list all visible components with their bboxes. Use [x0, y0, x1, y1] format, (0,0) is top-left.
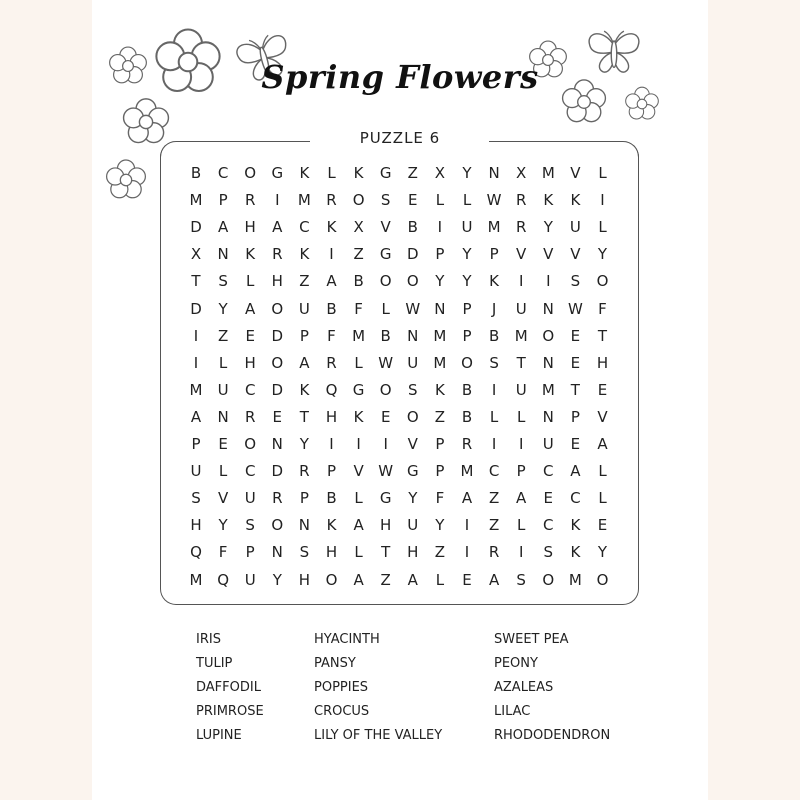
grid-letter[interactable]: O — [406, 272, 419, 291]
grid-letter[interactable]: X — [190, 245, 202, 264]
grid-letter[interactable]: L — [435, 570, 445, 589]
grid-letter[interactable]: R — [326, 191, 337, 210]
grid-letter[interactable]: M — [487, 218, 501, 237]
grid-letter[interactable]: C — [543, 462, 554, 481]
grid-letter[interactable]: U — [298, 299, 310, 318]
grid-letter[interactable]: K — [299, 164, 310, 182]
grid-letter[interactable]: Z — [488, 489, 500, 508]
grid-letter[interactable]: I — [464, 543, 470, 562]
grid-letter[interactable]: P — [570, 407, 580, 426]
grid-letter[interactable]: O — [244, 435, 257, 453]
grid-letter[interactable]: E — [245, 326, 255, 345]
grid-letter[interactable]: V — [570, 164, 581, 182]
grid-letter[interactable]: D — [271, 326, 284, 345]
grid-letter[interactable]: H — [190, 516, 202, 535]
grid-letter[interactable]: Y — [299, 435, 309, 453]
grid-letter[interactable]: O — [379, 380, 392, 399]
grid-letter[interactable]: A — [407, 570, 418, 589]
grid-letter[interactable]: Y — [462, 245, 472, 264]
grid-letter[interactable]: R — [515, 191, 527, 210]
word-item: SWEET PEA — [494, 632, 569, 647]
word-item: IRIS — [196, 632, 221, 647]
grid-letter[interactable]: N — [298, 516, 310, 535]
grid-letter[interactable]: S — [408, 380, 418, 399]
grid-letter[interactable]: T — [381, 543, 391, 562]
grid-letter[interactable]: T — [516, 353, 526, 372]
grid-letter[interactable]: N — [407, 326, 419, 345]
grid-letter[interactable]: X — [434, 164, 446, 182]
word-item: PEONY — [494, 656, 538, 671]
grid-letter[interactable]: X — [516, 164, 527, 182]
puzzle-number: PUZZLE 6 — [359, 129, 441, 147]
grid-letter[interactable]: O — [244, 164, 257, 182]
grid-letter[interactable]: T — [191, 272, 201, 291]
grid-letter[interactable]: P — [435, 245, 445, 264]
grid-letter[interactable]: Z — [217, 326, 229, 345]
word-item: PRIMROSE — [196, 704, 264, 719]
grid-letter[interactable]: O — [542, 570, 555, 589]
grid-letter[interactable]: I — [356, 435, 361, 453]
grid-letter[interactable]: Y — [408, 489, 418, 508]
grid-letter[interactable]: V — [597, 407, 608, 426]
grid-letter[interactable]: M — [568, 570, 582, 589]
grid-letter[interactable]: Z — [299, 272, 310, 291]
grid-letter[interactable]: B — [326, 489, 337, 508]
grid-letter[interactable]: K — [489, 272, 500, 291]
grid-letter[interactable]: A — [190, 407, 202, 426]
grid-letter[interactable]: Y — [597, 543, 608, 562]
page-title: Spring Flowers — [261, 58, 539, 96]
grid-letter[interactable]: B — [488, 326, 500, 345]
word-item: LILAC — [494, 704, 531, 719]
grid-letter[interactable]: R — [488, 543, 500, 562]
grid-letter[interactable]: L — [598, 218, 607, 237]
grid-letter[interactable]: O — [406, 407, 419, 426]
grid-letter[interactable]: I — [518, 543, 524, 562]
grid-letter[interactable]: I — [437, 218, 443, 237]
grid-letter[interactable]: L — [354, 489, 363, 508]
grid-letter[interactable]: C — [543, 516, 554, 535]
grid-letter[interactable]: U — [542, 435, 554, 453]
grid-letter[interactable]: I — [383, 435, 388, 453]
word-item: TULIP — [196, 656, 233, 671]
grid-letter[interactable]: T — [299, 407, 309, 426]
grid-letter[interactable]: U — [407, 353, 419, 372]
grid-letter[interactable]: Y — [435, 272, 445, 291]
grid-letter[interactable]: V — [570, 245, 581, 264]
grid-letter[interactable]: S — [516, 570, 526, 589]
grid-letter[interactable]: H — [244, 353, 256, 372]
grid-letter[interactable]: Z — [380, 570, 391, 589]
grid-letter[interactable]: K — [299, 380, 310, 399]
grid-letter[interactable]: Y — [218, 516, 228, 535]
grid-letter[interactable]: Y — [462, 272, 472, 291]
word-item: DAFFODIL — [196, 680, 261, 695]
grid-letter[interactable]: W — [378, 462, 394, 481]
grid-letter[interactable]: H — [244, 218, 256, 237]
grid-letter[interactable]: E — [462, 570, 472, 589]
grid-letter[interactable]: K — [570, 543, 581, 562]
grid-letter[interactable]: H — [407, 543, 419, 562]
grid-letter[interactable]: E — [408, 191, 418, 210]
word-item: LILY OF THE VALLEY — [314, 728, 443, 743]
grid-letter[interactable]: W — [486, 191, 502, 210]
grid-letter[interactable]: L — [354, 543, 363, 562]
grid-letter[interactable]: F — [354, 299, 363, 318]
grid-letter[interactable]: L — [598, 489, 607, 508]
grid-letter[interactable]: P — [245, 543, 255, 562]
grid-letter[interactable]: S — [543, 543, 554, 562]
grid-letter[interactable]: R — [326, 353, 337, 372]
grid-letter[interactable]: A — [570, 462, 581, 481]
grid-letter[interactable]: D — [271, 380, 284, 399]
grid-letter[interactable]: E — [272, 407, 283, 426]
grid-letter[interactable]: N — [271, 543, 283, 562]
grid-letter[interactable]: V — [217, 489, 229, 508]
grid-letter[interactable]: H — [298, 570, 311, 589]
grid-letter[interactable]: I — [329, 245, 334, 264]
grid-letter[interactable]: H — [380, 516, 392, 535]
grid-letter[interactable]: O — [271, 299, 284, 318]
grid-letter[interactable]: N — [488, 164, 500, 182]
grid-letter[interactable]: I — [193, 326, 199, 345]
grid-letter[interactable]: H — [325, 407, 338, 426]
grid-letter[interactable]: U — [515, 299, 527, 318]
grid-letter[interactable]: U — [461, 218, 473, 237]
grid-letter[interactable]: Z — [434, 407, 446, 426]
grid-letter[interactable]: E — [543, 489, 554, 508]
grid-letter[interactable]: G — [271, 164, 284, 182]
grid-letter[interactable]: R — [272, 489, 283, 508]
grid-letter[interactable]: L — [354, 353, 363, 372]
grid-letter[interactable]: E — [380, 407, 391, 426]
word-list-column-2 — [314, 628, 442, 748]
grid-letter[interactable]: I — [193, 353, 199, 372]
grid-letter[interactable]: D — [190, 218, 202, 237]
grid-letter[interactable]: N — [542, 353, 554, 372]
grid-letter[interactable]: A — [299, 353, 310, 372]
grid-letter[interactable]: U — [244, 489, 256, 508]
grid-letter[interactable]: S — [299, 543, 310, 562]
word-item: CROCUS — [314, 704, 370, 719]
word-item: PANSY — [314, 656, 356, 671]
grid-letter[interactable]: P — [435, 435, 445, 453]
grid-letter[interactable]: L — [381, 299, 390, 318]
grid-letter[interactable]: M — [189, 380, 203, 399]
grid-letter[interactable]: E — [597, 516, 608, 535]
word-item: LUPINE — [196, 728, 242, 743]
grid-letter[interactable]: O — [542, 326, 555, 345]
grid-letter[interactable]: R — [244, 191, 256, 210]
grid-letter[interactable]: L — [218, 353, 228, 372]
grid-letter[interactable]: G — [379, 164, 392, 182]
grid-letter[interactable]: L — [462, 191, 472, 210]
grid-letter[interactable]: L — [517, 407, 526, 426]
grid-letter[interactable]: R — [515, 218, 527, 237]
grid-letter[interactable]: E — [597, 380, 608, 399]
grid-letter[interactable]: N — [271, 435, 283, 453]
grid-letter[interactable]: W — [567, 299, 583, 318]
grid-letter[interactable]: A — [461, 489, 473, 508]
grid-letter[interactable]: Y — [597, 245, 608, 264]
grid-letter[interactable]: Z — [353, 245, 364, 264]
grid-letter[interactable]: P — [462, 299, 472, 318]
grid-letter[interactable]: S — [191, 489, 201, 508]
grid-letter[interactable]: E — [570, 435, 581, 453]
grid-letter[interactable]: W — [378, 353, 394, 372]
grid-letter[interactable]: G — [379, 489, 392, 508]
grid-letter[interactable]: V — [543, 245, 554, 264]
grid-letter[interactable]: O — [271, 516, 284, 535]
grid-letter[interactable]: N — [217, 407, 229, 426]
grid-letter[interactable]: U — [569, 218, 581, 237]
grid-letter[interactable]: L — [517, 516, 526, 535]
grid-letter[interactable]: P — [462, 326, 472, 345]
grid-letter[interactable]: I — [464, 516, 470, 535]
grid-letter[interactable]: Y — [543, 218, 553, 237]
grid-letter[interactable]: N — [542, 407, 554, 426]
grid-letter[interactable]: Y — [435, 516, 445, 535]
grid-letter[interactable]: E — [218, 435, 228, 453]
grid-letter[interactable]: W — [405, 299, 421, 318]
grid-letter[interactable]: H — [325, 543, 338, 562]
grid-letter[interactable]: B — [353, 272, 364, 291]
grid-letter[interactable]: Q — [325, 380, 338, 399]
grid-letter[interactable]: P — [299, 326, 309, 345]
grid-letter[interactable]: F — [598, 299, 607, 318]
grid-letter[interactable]: M — [460, 462, 474, 481]
grid-letter[interactable]: Z — [434, 543, 446, 562]
grid-letter[interactable]: S — [380, 191, 391, 210]
grid-letter[interactable]: Y — [462, 164, 472, 182]
grid-letter[interactable]: H — [596, 353, 609, 372]
grid-letter[interactable]: C — [299, 218, 310, 237]
grid-letter[interactable]: B — [190, 164, 202, 182]
grid-letter[interactable]: K — [570, 191, 581, 210]
grid-letter[interactable]: L — [246, 272, 255, 291]
word-list-column-1 — [196, 628, 264, 748]
puzzle-label — [318, 128, 482, 147]
grid-letter[interactable]: M — [297, 191, 311, 210]
grid-letter[interactable]: A — [217, 218, 229, 237]
grid-letter[interactable]: I — [518, 272, 524, 291]
grid-letter[interactable]: M — [352, 326, 366, 345]
word-item: POPPIES — [314, 680, 369, 695]
grid-letter[interactable]: A — [597, 435, 608, 453]
grid-letter[interactable]: F — [435, 489, 445, 508]
grid-letter[interactable]: C — [217, 164, 229, 182]
grid-letter[interactable]: C — [488, 462, 500, 481]
grid-letter[interactable]: R — [272, 245, 283, 264]
grid-letter[interactable]: K — [245, 245, 256, 264]
grid-letter[interactable]: K — [326, 218, 337, 237]
grid-letter[interactable]: E — [570, 353, 581, 372]
grid-letter[interactable]: I — [546, 272, 551, 291]
grid-letter[interactable]: M — [514, 326, 528, 345]
grid-letter[interactable]: I — [600, 191, 605, 210]
grid-letter[interactable]: K — [543, 191, 554, 210]
grid-letter[interactable]: P — [299, 489, 309, 508]
grid-letter[interactable]: P — [489, 245, 499, 264]
grid-letter[interactable]: O — [596, 272, 609, 291]
grid-letter[interactable]: D — [190, 299, 202, 318]
grid-letter[interactable]: I — [329, 435, 334, 453]
grid-letter[interactable]: B — [461, 380, 473, 399]
grid-letter[interactable]: G — [406, 462, 419, 481]
grid-letter[interactable]: O — [461, 353, 473, 372]
grid-letter[interactable]: N — [542, 299, 554, 318]
grid-letter[interactable]: U — [244, 570, 256, 589]
grid-letter[interactable]: I — [518, 435, 524, 453]
grid-letter[interactable]: K — [434, 380, 445, 399]
grid-letter[interactable]: O — [325, 570, 338, 589]
grid-letter[interactable]: B — [326, 299, 337, 318]
grid-letter[interactable]: S — [570, 272, 581, 291]
grid-letter[interactable]: Y — [218, 299, 228, 318]
grid-letter[interactable]: N — [434, 299, 446, 318]
grid-letter[interactable]: T — [570, 380, 580, 399]
grid-letter[interactable]: I — [275, 191, 280, 210]
grid-letter[interactable]: L — [435, 191, 445, 210]
grid-letter[interactable]: V — [380, 218, 391, 237]
grid-letter[interactable]: Z — [488, 516, 500, 535]
grid-letter[interactable]: G — [379, 245, 392, 264]
grid-letter[interactable]: M — [541, 164, 555, 182]
grid-letter[interactable]: Y — [272, 570, 282, 589]
grid-letter[interactable]: K — [353, 407, 364, 426]
word-item: RHODODENDRON — [494, 728, 611, 743]
grid-letter[interactable]: F — [218, 543, 228, 562]
grid-letter[interactable]: Z — [407, 164, 418, 182]
grid-letter[interactable]: P — [326, 462, 337, 481]
grid-letter[interactable]: K — [326, 516, 337, 535]
grid-letter[interactable]: M — [433, 326, 447, 345]
grid-letter[interactable]: V — [407, 435, 418, 453]
grid-letter[interactable]: K — [570, 516, 581, 535]
grid-letter[interactable]: A — [488, 570, 500, 589]
word-item: HYACINTH — [314, 632, 380, 647]
grid-letter[interactable]: M — [189, 191, 203, 210]
grid-letter[interactable]: A — [353, 570, 364, 589]
grid-letter[interactable]: F — [327, 326, 336, 345]
grid-letter[interactable]: T — [597, 326, 608, 345]
grid-letter[interactable]: P — [191, 435, 201, 453]
grid-letter[interactable]: A — [353, 516, 364, 535]
grid-letter[interactable]: R — [299, 462, 310, 481]
grid-letter[interactable]: L — [218, 462, 228, 481]
word-list-column-3 — [494, 628, 610, 748]
grid-letter[interactable]: N — [217, 245, 229, 264]
grid-letter[interactable]: O — [379, 272, 392, 291]
grid-letter[interactable]: B — [461, 407, 473, 426]
grid-letter[interactable]: A — [245, 299, 256, 318]
grid-letter[interactable]: V — [353, 462, 364, 481]
grid-letter[interactable]: X — [353, 218, 364, 237]
grid-letter[interactable]: Q — [190, 543, 202, 562]
grid-letter[interactable]: J — [491, 299, 497, 318]
grid-letter[interactable]: U — [217, 380, 229, 399]
grid-letter[interactable]: R — [244, 407, 256, 426]
grid-letter[interactable]: A — [516, 489, 527, 508]
grid-letter[interactable]: P — [435, 462, 445, 481]
grid-letter[interactable]: C — [244, 462, 256, 481]
grid-letter[interactable]: G — [352, 380, 365, 399]
flower-icon — [124, 99, 169, 143]
grid-letter[interactable]: U — [190, 462, 202, 481]
grid-letter[interactable]: P — [218, 191, 228, 210]
grid-letter[interactable]: R — [461, 435, 473, 453]
grid-letter[interactable]: C — [570, 489, 581, 508]
flower-icon — [107, 160, 146, 198]
grid-letter[interactable]: O — [596, 570, 609, 589]
grid-letter[interactable]: D — [407, 245, 419, 264]
grid-letter[interactable]: V — [516, 245, 527, 264]
word-item: AZALEAS — [494, 680, 554, 695]
grid-letter[interactable]: P — [516, 462, 526, 481]
grid-letter[interactable]: L — [598, 164, 607, 182]
grid-letter[interactable]: L — [598, 462, 607, 481]
grid-letter[interactable]: I — [491, 435, 497, 453]
grid-letter[interactable]: U — [515, 380, 527, 399]
grid-letter[interactable]: M — [541, 380, 555, 399]
grid-letter[interactable]: S — [489, 353, 499, 372]
grid-letter[interactable]: I — [491, 380, 497, 399]
grid-letter[interactable]: M — [189, 570, 203, 589]
grid-letter[interactable]: D — [271, 462, 284, 481]
grid-letter[interactable]: S — [218, 272, 228, 291]
grid-letter[interactable]: K — [353, 164, 364, 182]
grid-letter[interactable]: S — [245, 516, 255, 535]
grid-letter[interactable]: H — [271, 272, 283, 291]
grid-letter[interactable]: B — [380, 326, 391, 345]
grid-letter[interactable]: L — [327, 164, 336, 182]
grid-letter[interactable]: A — [326, 272, 337, 291]
grid-letter[interactable]: O — [352, 191, 365, 210]
grid-letter[interactable]: O — [271, 353, 284, 372]
grid-letter[interactable]: M — [433, 353, 447, 372]
grid-letter[interactable]: B — [407, 218, 418, 237]
grid-letter[interactable]: Q — [217, 570, 229, 589]
grid-letter[interactable]: A — [272, 218, 283, 237]
grid-letter[interactable]: C — [244, 380, 256, 399]
grid-letter[interactable]: L — [489, 407, 499, 426]
grid-letter[interactable]: K — [299, 245, 310, 264]
grid-letter[interactable]: U — [407, 516, 419, 535]
grid-letter[interactable]: E — [570, 326, 581, 345]
